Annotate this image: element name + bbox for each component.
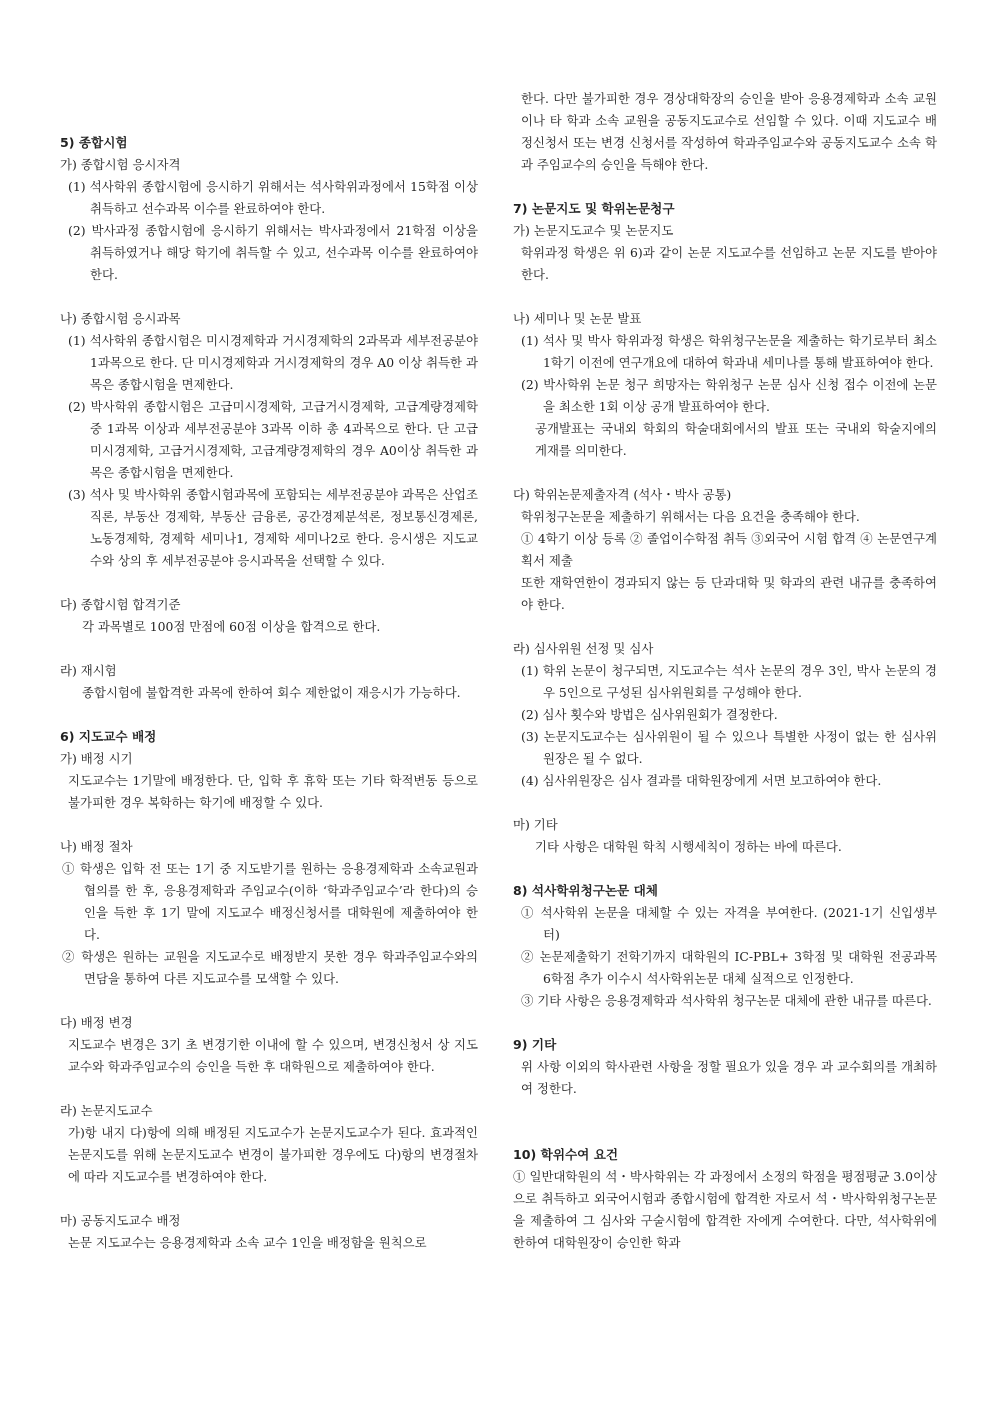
subsection-title: 다) 종합시험 합격기준	[60, 597, 181, 612]
subsection-title: 가) 배정 시기	[60, 751, 133, 766]
paragraph: ③ 기타 사항은 응용경제학과 석사학위 청구논문 대체에 관한 내규를 따른다.	[521, 993, 932, 1008]
paragraph: ① 학생은 입학 전 또는 1기 중 지도받기를 원하는 응용경제학과 소속교원과 협의를 한 후, 응용경제학과 주임교수(이하 ‘학과주임교수’라 한다)의 승인을 득한 후 1기 말에 지도교수 배정신청서를 대학원에 제출하여야 한다.	[62, 861, 478, 942]
subsection-title: 라) 심사위원 선정 및 심사	[513, 641, 654, 656]
paragraph: (1) 석사학위 종합시험은 미시경제학과 거시경제학의 2과목과 세부전공분야 1과목으로 한다. 단 미시경제학과 거시경제학의 경우 A0 이상 취득한 과목은 종합시험을 면제한다.	[68, 333, 478, 392]
paragraph: ② 논문제출학기 전학기까지 대학원의 IC-PBL+ 3학점 및 대학원 전공과목 6학점 추가 이수시 석사학위논문 대체 실적으로 인정한다.	[521, 949, 937, 986]
section-title: 10) 학위수여 요건	[513, 1147, 619, 1162]
paragraph: 지도교수 변경은 3기 초 변경기한 이내에 할 수 있으며, 변경신청서 상 지도교수와 학과주임교수의 승인을 득한 후 대학원으로 제출하여야 한다.	[68, 1037, 478, 1074]
section-title: 5) 종합시험	[60, 135, 128, 150]
paragraph: (2) 심사 횟수와 방법은 심사위원회가 결정한다.	[521, 707, 778, 722]
paragraph: 기타 사항은 대학원 학칙 시행세칙이 정하는 바에 따른다.	[535, 839, 842, 854]
paragraph: (1) 석사 및 박사 학위과정 학생은 학위청구논문을 제출하는 학기로부터 최소 1학기 이전에 연구개요에 대하여 학과내 세미나를 통해 발표하여야 한다.	[521, 333, 937, 370]
subsection-title: 라) 논문지도교수	[60, 1103, 153, 1118]
paragraph: (2) 박사학위 논문 청구 희망자는 학위청구 논문 심사 신청 접수 이전에 논문을 최소한 1회 이상 공개 발표하여야 한다.	[521, 377, 937, 414]
paragraph: (3) 석사 및 박사학위 종합시험과목에 포함되는 세부전공분야 과목은 산업조직론, 부동산 경제학, 부동산 금융론, 공간경제분석론, 정보통신경제론, 노동경제학, 경제학 세미나1, 경제학 세미나2로 한다. 응시생은 지도교수와 상의 후 세부전공분야 응시과목을 선택할 수 있다.	[68, 487, 478, 568]
subsection-title: 가) 논문지도교수 및 논문지도	[513, 223, 674, 238]
subsection-title: 나) 배정 절차	[60, 839, 133, 854]
section-title: 9) 기타	[513, 1037, 557, 1052]
subsection-title: 나) 종합시험 응시과목	[60, 311, 181, 326]
subsection-title: 마) 공동지도교수 배정	[60, 1213, 181, 1228]
paragraph: (2) 박사학위 종합시험은 고급미시경제학, 고급거시경제학, 고급계량경제학 중 1과목 이상과 세부전공분야 3과목 이하 총 4과목으로 한다. 단 고급미시경제학, 고급거시경제학, 고급계량경제학의 경우 A0이상 취득한 과목은 종합시험을 면제한다.	[68, 399, 478, 480]
left-column	[60, 88, 478, 1254]
paragraph: ① 4학기 이상 등록 ② 졸업이수학점 취득 ③외국어 시험 합격 ④ 논문연구계획서 제출	[521, 531, 937, 568]
section-title: 8) 석사학위청구논문 대체	[513, 883, 658, 898]
paragraph: 가)항 내지 다)항에 의해 배정된 지도교수가 논문지도교수가 된다. 효과적인 논문지도를 위해 논문지도교수 변경이 불가피한 경우에도 다)항의 변경절차에 따라 지도교수를 변경하여야 한다.	[68, 1125, 478, 1184]
paragraph: 한다. 다만 불가피한 경우 경상대학장의 승인을 받아 응용경제학과 소속 교원이나 타 학과 소속 교원을 공동지도교수로 선임할 수 있다. 이때 지도교수 배정신청서 또는 변경 신청서를 작성하여 학과주임교수와 공동지도교수 소속 학과 주임교수의 승인을 득해야 한다.	[521, 91, 937, 172]
paragraph: 또한 재학연한이 경과되지 않는 등 단과대학 및 학과의 관련 내규를 충족하여야 한다.	[521, 575, 937, 612]
paragraph: (1) 학위 논문이 청구되면, 지도교수는 석사 논문의 경우 3인, 박사 논문의 경우 5인으로 구성된 심사위원회를 구성해야 한다.	[521, 663, 937, 700]
subsection-title: 라) 재시험	[60, 663, 117, 678]
paragraph: (2) 박사과정 종합시험에 응시하기 위해서는 박사과정에서 21학점 이상을 취득하였거나 해당 학기에 취득할 수 있고, 선수과목 이수를 완료하여야 한다.	[68, 223, 478, 282]
subsection-title: 다) 배정 변경	[60, 1015, 133, 1030]
paragraph: (1) 석사학위 종합시험에 응시하기 위해서는 석사학위과정에서 15학점 이상 취득하고 선수과목 이수를 완료하여야 한다.	[68, 179, 478, 216]
paragraph: 공개발표는 국내외 학회의 학술대회에서의 발표 또는 국내외 학술지에의 게재를 의미한다.	[535, 421, 937, 458]
section-title: 7) 논문지도 및 학위논문청구	[513, 201, 675, 216]
paragraph: (4) 심사위원장은 심사 결과를 대학원장에게 서면 보고하여야 한다.	[521, 773, 882, 788]
subsection-title: 가) 종합시험 응시자격	[60, 157, 181, 172]
paragraph: 논문 지도교수는 응용경제학과 소속 교수 1인을 배정함을 원칙으로	[68, 1235, 427, 1250]
section-title: 6) 지도교수 배정	[60, 729, 157, 744]
right-column	[513, 88, 937, 1254]
paragraph: ② 학생은 원하는 교원을 지도교수로 배정받지 못한 경우 학과주임교수와의 면담을 통하여 다른 지도교수를 모색할 수 있다.	[62, 949, 478, 986]
subsection-title: 나) 세미나 및 논문 발표	[513, 311, 642, 326]
paragraph: ① 석사학위 논문을 대체할 수 있는 자격을 부여한다. (2021-1기 신입생부터)	[521, 905, 937, 942]
paragraph: 지도교수는 1기말에 배정한다. 단, 입학 후 휴학 또는 기타 학적변동 등으로 불가피한 경우 복학하는 학기에 배정할 수 있다.	[68, 773, 478, 810]
paragraph: ① 일반대학원의 석・박사학위는 각 과정에서 소정의 학점을 평점평균 3.0이상으로 취득하고 외국어시험과 종합시험에 합격한 자로서 석・박사학위청구논문을 제출하여 그 심사와 구술시험에 합격한 자에게 수여한다. 다만, 석사학위에 한하여 대학원장이 승인한 학과	[513, 1169, 937, 1250]
paragraph: 각 과목별로 100점 만점에 60점 이상을 합격으로 한다.	[82, 619, 381, 634]
subsection-title: 마) 기타	[513, 817, 558, 832]
paragraph: 종합시험에 불합격한 과목에 한하여 회수 제한없이 재응시가 가능하다.	[82, 685, 461, 700]
subsection-title: 다) 학위논문제출자격 (석사・박사 공통)	[513, 487, 732, 502]
paragraph: 학위과정 학생은 위 6)과 같이 논문 지도교수를 선임하고 논문 지도를 받아야 한다.	[521, 245, 937, 282]
paragraph: 위 사항 이외의 학사관련 사항을 정할 필요가 있을 경우 과 교수회의를 개최하여 정한다.	[521, 1059, 937, 1096]
paragraph: 학위청구논문을 제출하기 위해서는 다음 요건을 충족해야 한다.	[521, 509, 860, 524]
paragraph: (3) 논문지도교수는 심사위원이 될 수 있으나 특별한 사정이 없는 한 심사위원장은 될 수 없다.	[521, 729, 937, 766]
